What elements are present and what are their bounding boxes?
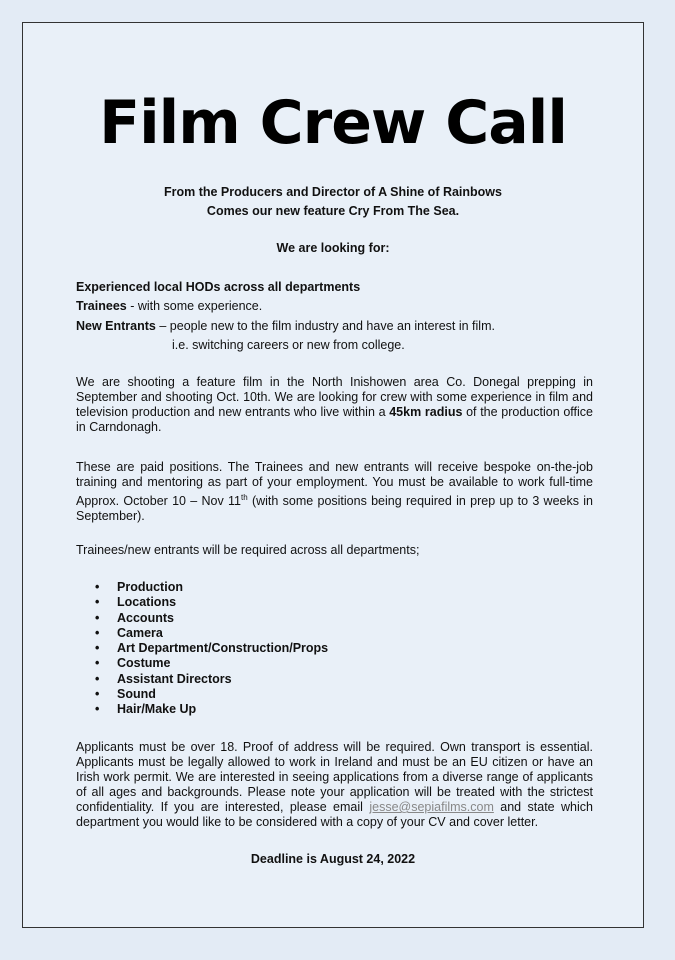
para3-text-end: and state which department you would like to be considered with a copy of your CV and cover letter. bbox=[76, 800, 593, 829]
email-link[interactable]: jesse@sepiafilms.com bbox=[369, 800, 494, 814]
entrants-note: i.e. switching careers or new from college. bbox=[172, 338, 405, 352]
list-item: • Art Department/Construction/Props bbox=[95, 641, 328, 656]
para1-text-end: of the production office in Carndonagh. bbox=[76, 405, 593, 434]
list-item: • Locations bbox=[95, 595, 328, 610]
trainees-label: Trainees bbox=[76, 299, 127, 313]
list-item: • Camera bbox=[95, 626, 328, 641]
radius-highlight: 45km radius bbox=[389, 405, 463, 419]
looking-for-heading: We are looking for: bbox=[276, 241, 390, 255]
paragraph-applicants bbox=[76, 740, 593, 830]
entrants-text: – people new to the film industry and have an interest in film. bbox=[155, 319, 495, 333]
list-item: • Sound bbox=[95, 687, 328, 702]
flyer-page bbox=[22, 22, 644, 928]
paragraph-paid-positions bbox=[76, 460, 593, 524]
date-suffix: th bbox=[241, 493, 248, 502]
intro-line-2: Comes our new feature Cry From The Sea. bbox=[206, 204, 460, 218]
list-item: • Accounts bbox=[95, 611, 328, 626]
list-item: • Production bbox=[95, 580, 328, 595]
role-trainees bbox=[76, 299, 593, 314]
role-hods: Experienced local HODs across all departments bbox=[76, 280, 361, 294]
para1-text: We are shooting a feature film in the North Inishowen area Co. Donegal prepping in September and shooting Oct. 10th. We are looking for crew with some experience in film and television production and new entrants who live within a bbox=[76, 375, 593, 419]
role-new-entrants bbox=[76, 319, 593, 334]
para2-text: These are paid positions. The Trainees and new entrants will receive bespoke on-the-job training and mentoring as part of your employment. You must be available to work full-time Approx. October 10 – Nov 11 bbox=[76, 460, 593, 509]
deadline: Deadline is August 24, 2022 bbox=[250, 852, 416, 866]
list-item: • Hair/Make Up bbox=[95, 702, 328, 717]
departments-list bbox=[95, 580, 328, 718]
paragraph-shoot-info bbox=[76, 375, 593, 435]
list-item: • Assistant Directors bbox=[95, 672, 328, 687]
para2-text-end: (with some positions being required in prep up to 3 weeks in September). bbox=[76, 494, 593, 524]
departments-intro: Trainees/new entrants will be required across all departments; bbox=[76, 543, 420, 557]
para3-text: Applicants must be over 18. Proof of address will be required. Own transport is essential. Applicants must be legally allowed to work in Ireland and must be an EU citizen or have an Irish work permit. We are interested in seeing applications from a diverse range of applicants of all ages and backgrounds. Please note your application will be treated with the strictest confidentiality. If you are interested, please email bbox=[76, 740, 593, 814]
trainees-text: - with some experience. bbox=[126, 299, 263, 313]
intro-line-1: From the Producers and Director of A Shine of Rainbows bbox=[163, 185, 502, 199]
list-item: • Costume bbox=[95, 656, 328, 671]
page-title: Film Crew Call bbox=[99, 88, 567, 158]
entrants-label: New Entrants bbox=[76, 319, 156, 333]
